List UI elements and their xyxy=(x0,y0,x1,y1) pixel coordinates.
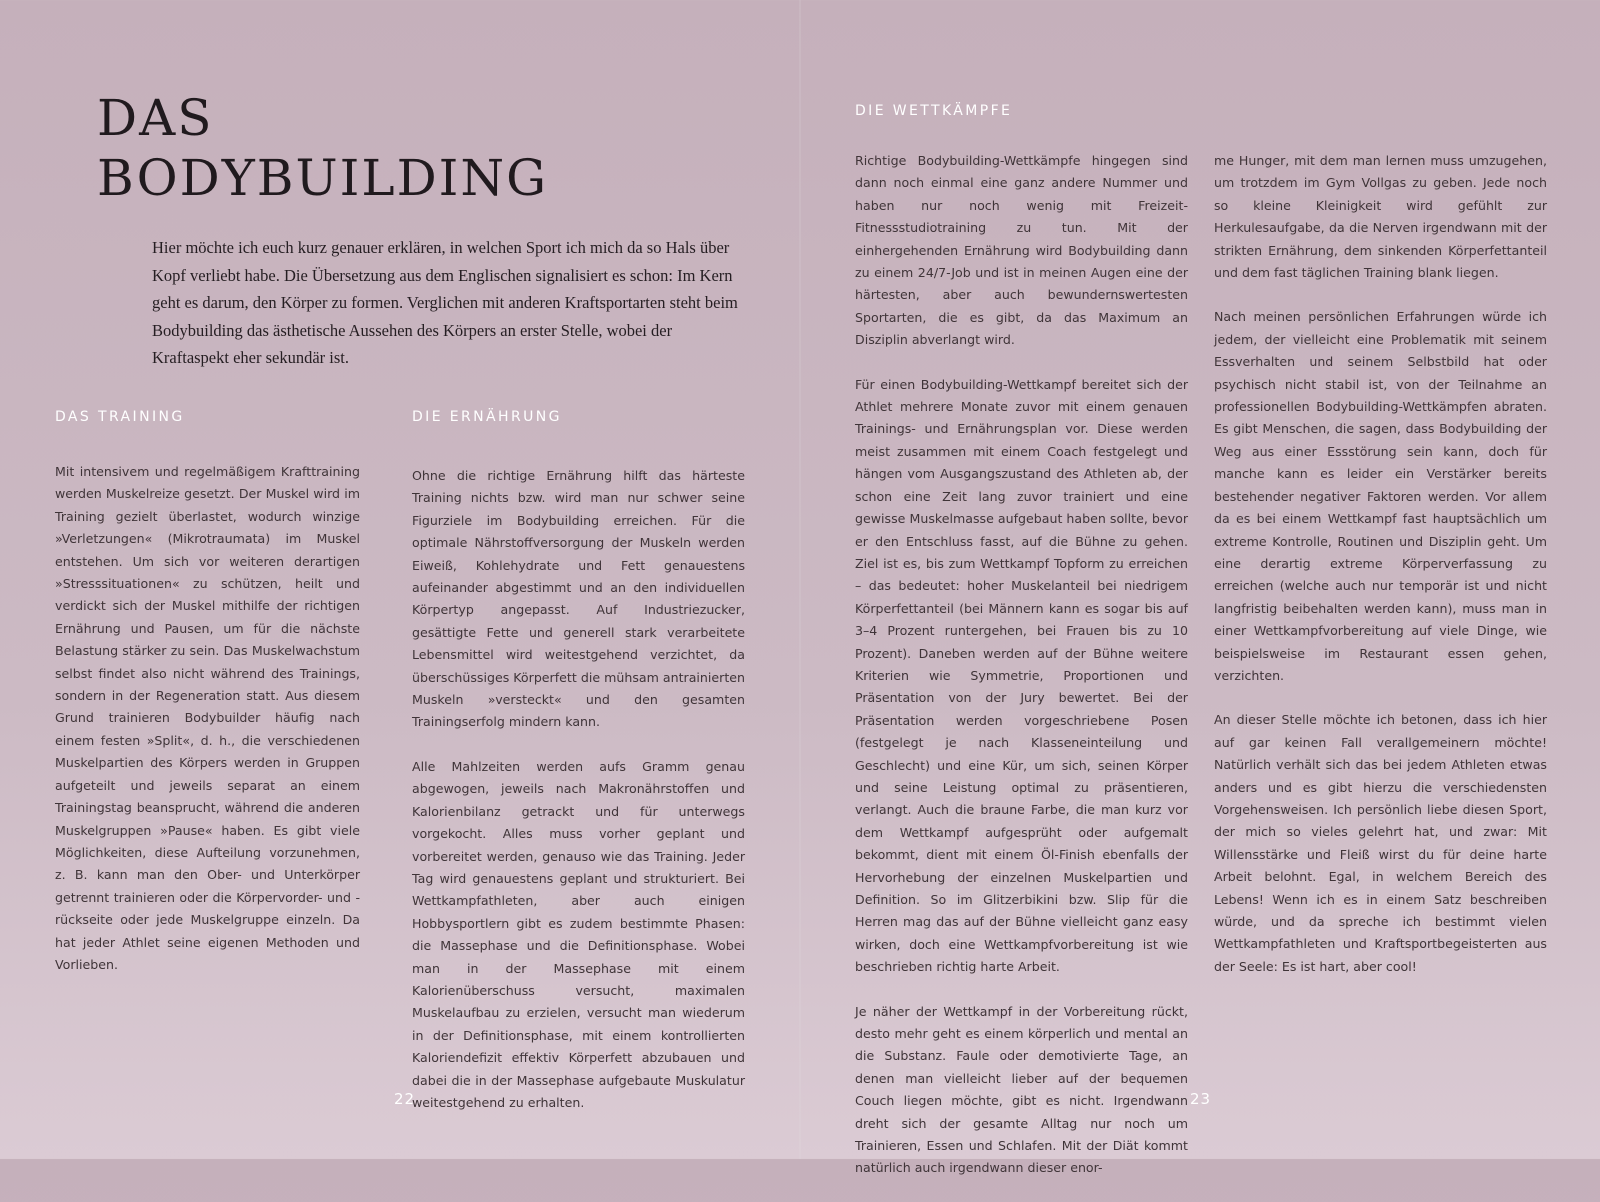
left-page xyxy=(0,0,800,1159)
nutrition-paragraph-1: Ohne die richtige Ernährung hilft das härteste Training nichts bzw. wird man nur schwer seine Figurziele im Bodybuilding erreichen. Für die optimale Nährstoffversorgung der Muskeln werden Eiweiß, Kohlehydrate und Fett genauestens aufeinander abgestimmt und an den individuellen Körpertyp angepasst. Auf Industriezucker, gesättigte Fette und generell stark verarbeitete Lebensmittel wird weitestgehend verzichtet, da überschüssiges Körperfett die mühsam antrainierten Muskeln »versteckt« und den gesamten Trainingserfolg mindern kann. xyxy=(412,468,745,730)
section-heading-training: DAS TRAINING xyxy=(55,409,185,425)
chapter-title-line-1: DAS xyxy=(97,89,214,147)
competitions-paragraph-3: Je näher der Wettkampf in der Vorbereitung rückt, desto mehr geht es einem körperlich und mental an die Substanz. Faule oder demotivierte Tage, an denen man vielleicht lieber auf der bequemen Couch liegen möchte, gibt es nicht. Irgendwann dreht sich der gesamte Alltag nur noch um Trainieren, Essen und Schlafen. Mit der Diät kommt natürlich auch irgendwann dieser enor- xyxy=(855,1003,1188,1176)
chapter-title xyxy=(97,88,548,208)
training-paragraph-1: Mit intensivem und regelmäßigem Krafttraining werden Muskelreize gesetzt. Der Muskel wird im Training gezielt überlastet, wodurch winzige »Verletzungen« (Mikrotraumata) im Muskel entstehen. Um sich vor weiteren derartigen »Stresssituationen« zu schützen, heilt und verdickt sich der Muskel mithilfe der richtigen Ernährung und Pausen, um für die nächste Belastung stärker zu sein. Das Muskelwachstum selbst findet also nicht während des Trainings, sondern in der Regeneration statt. Aus diesem Grund trainieren Bodybuilder häufig nach einem festen »Split«, d. h., die verschiedenen Muskelpartien des Körpers werden in Gruppen aufgeteilt und jeweils separat an einem Trainingstag beansprucht, während die anderen Muskelgruppen »Pause« haben. Es gibt viele Möglichkeiten, diese Aufteilung vorzunehmen, z. B. kann man den Ober- und Unterkörper getrennt trainieren oder die Körpervorder- und -rückseite oder jede Muskelgruppe einzeln. Da hat jeder Athlet seine eigenen Methoden und Vorlieben. xyxy=(55,464,360,972)
page-number-right: 23 xyxy=(1190,1090,1212,1108)
training-column xyxy=(55,461,360,998)
competitions-paragraph-2: Für einen Bodybuilding-Wettkampf bereitet sich der Athlet mehrere Monate zuvor mit einem genauen Trainings- und Ernährungsplan vor. Diese werden meist zusammen mit einem Coach festgelegt und hängen vom Ausgangszustand des Athleten ab, der schon eine Zeit lang zuvor trainiert und eine gewisse Muskelmasse aufgebaut haben sollte, bevor er den Entschluss fasst, auf die Bühne zu gehen. Ziel ist es, bis zum Wettkampf Topform zu erreichen – das bedeutet: hoher Muskelanteil bei niedrigem Körperfettanteil (bei Männern kann es sogar bis auf 3–4 Prozent runtergehen, bei Frauen bis zu 10 Prozent). Daneben werden auf der Bühne weitere Kriterien wie Symmetrie, Proportionen und Präsentation von der Jury bewertet. Bei der Präsentation werden vorgeschriebene Posen (festgelegt je nach Klasseneinteilung und Geschlecht) und eine Kür, um sich, seinen Körper und seine Leistung optimal zu präsentieren, verlangt. Auch die braune Farbe, die man kurz vor dem Wettkampf aufgesprüht oder aufgemalt bekommt, dient mit einem Öl-Finish ebenfalls der Hervorhebung der einzelnen Muskelpartien und Definition. So im Glitzerbikini bzw. Slip für die Herren mag das auf der Bühne vielleicht ganz easy wirken, doch eine Wettkampfvorbereitung ist wie beschrieben richtig harte Arbeit. xyxy=(855,376,1188,975)
section-heading-competitions: DIE WETTKÄMPFE xyxy=(855,103,1013,119)
page-number-left: 22 xyxy=(394,1090,416,1108)
competitions-column-1 xyxy=(855,150,1188,1202)
competitions-paragraph-1: Richtige Bodybuilding-Wettkämpfe hingegen sind dann noch einmal eine ganz andere Nummer und haben nur noch wenig mit Freizeit-Fitnessstudiotraining zu tun. Mit der einhergehenden Ernährung wird Bodybuilding dann zu einem 24/7-Job und ist in meinen Augen eine der härtesten, aber auch bewundernswertesten Sportarten, die es gibt, da das Maximum an Disziplin abverlangt wird. xyxy=(855,153,1188,348)
nutrition-paragraph-2: Alle Mahlzeiten werden aufs Gramm genau abgewogen, jeweils nach Makronährstoffen und Kalorienbilanz getrackt und für unterwegs vorgekocht. Alles muss vorher geplant und vorbereitet werden, genauso wie das Training. Jeder Tag wird genauestens geplant und strukturiert. Bei Wettkampfathleten, aber auch einigen Hobbysportlern gibt es zudem bestimmte Phasen: die Massephase und die Definitionsphase. Wobei man in der Massephase mit einem Kalorienüberschuss versucht, maximalen Muskelaufbau zu erzielen, versucht man wiederum in der Definitionsphase, mit einem kontrollierten Kaloriendefizit effektiv Körperfett abzubauen und dabei die in der Massephase aufgebaute Muskulatur weitestgehend zu erhalten. xyxy=(412,758,745,1110)
competitions-column-2 xyxy=(1214,150,1547,1000)
competitions-paragraph-4: me Hunger, mit dem man lernen muss umzugehen, um trotzdem im Gym Vollgas zu geben. Jede noch so kleine Kleinigkeit wird gefühlt zur Herkulesaufgabe, da die Nerven irgendwann mit der strikten Ernährung, dem sinkenden Körperfettanteil und dem fast täglichen Training blank liegen. xyxy=(1214,153,1547,281)
nutrition-column xyxy=(412,465,745,1136)
chapter-title-line-2: BODYBUILDING xyxy=(97,149,549,207)
intro-paragraph: Hier möchte ich euch kurz genauer erklären, in welchen Sport ich mich da so Hals über Kopf verliebt habe. Die Übersetzung aus dem Englischen signalisiert es schon: Im Kern geht es darum, den Körper zu formen. Verglichen mit anderen Kraftsportarten steht beim Bodybuilding das ästhetische Aussehen des Körpers an erster Stelle, wobei der Kraftaspekt eher sekundär ist. xyxy=(152,238,738,367)
competitions-paragraph-6: An dieser Stelle möchte ich betonen, dass ich hier auf gar keinen Fall verallgemeinern möchte! Natürlich verhält sich das bei jedem Athleten etwas anders und es gibt hierzu die verschiedensten Vorgehensweisen. Ich persönlich liebe diesen Sport, der mich so vieles gelehrt hat, und zwar: Mit Willensstärke und Fleiß wirst du für deine harte Arbeit belohnt. Egal, in welchem Bereich des Lebens! Wenn ich es in einem Satz beschreiben würde, und da spreche ich bestimmt vielen Wettkampfathleten und Kraftsportbegeisterten aus der Seele: Es ist hart, aber cool! xyxy=(1214,712,1547,974)
section-heading-nutrition: DIE ERNÄHRUNG xyxy=(412,409,562,425)
right-page xyxy=(800,0,1600,1176)
competitions-paragraph-5: Nach meinen persönlichen Erfahrungen würde ich jedem, der vielleicht eine Problematik mit seinem Essverhalten und seinem Selbstbild hat oder psychisch nicht stabil ist, von der Teilnahme an professionellen Bodybuilding-Wettkämpfen abraten. Es gibt Menschen, die sagen, dass Bodybuilding der Weg aus einer Essstörung sein kann, doch für manche kann es leider ein Verstärker bereits bestehender negativer Faktoren werden. Vor allem da es bei einem Wettkampf fast hauptsächlich um extreme Kontrolle, Routinen und Disziplin geht. Um eine derartig extreme Körperverfassung zu erreichen (welche auch nur temporär ist und nicht langfristig beibehalten werden kann), muss man in einer Wettkampfvorbereitung auf viele Dinge, wie beispielsweise im Restaurant essen gehen, verzichten. xyxy=(1214,309,1547,683)
